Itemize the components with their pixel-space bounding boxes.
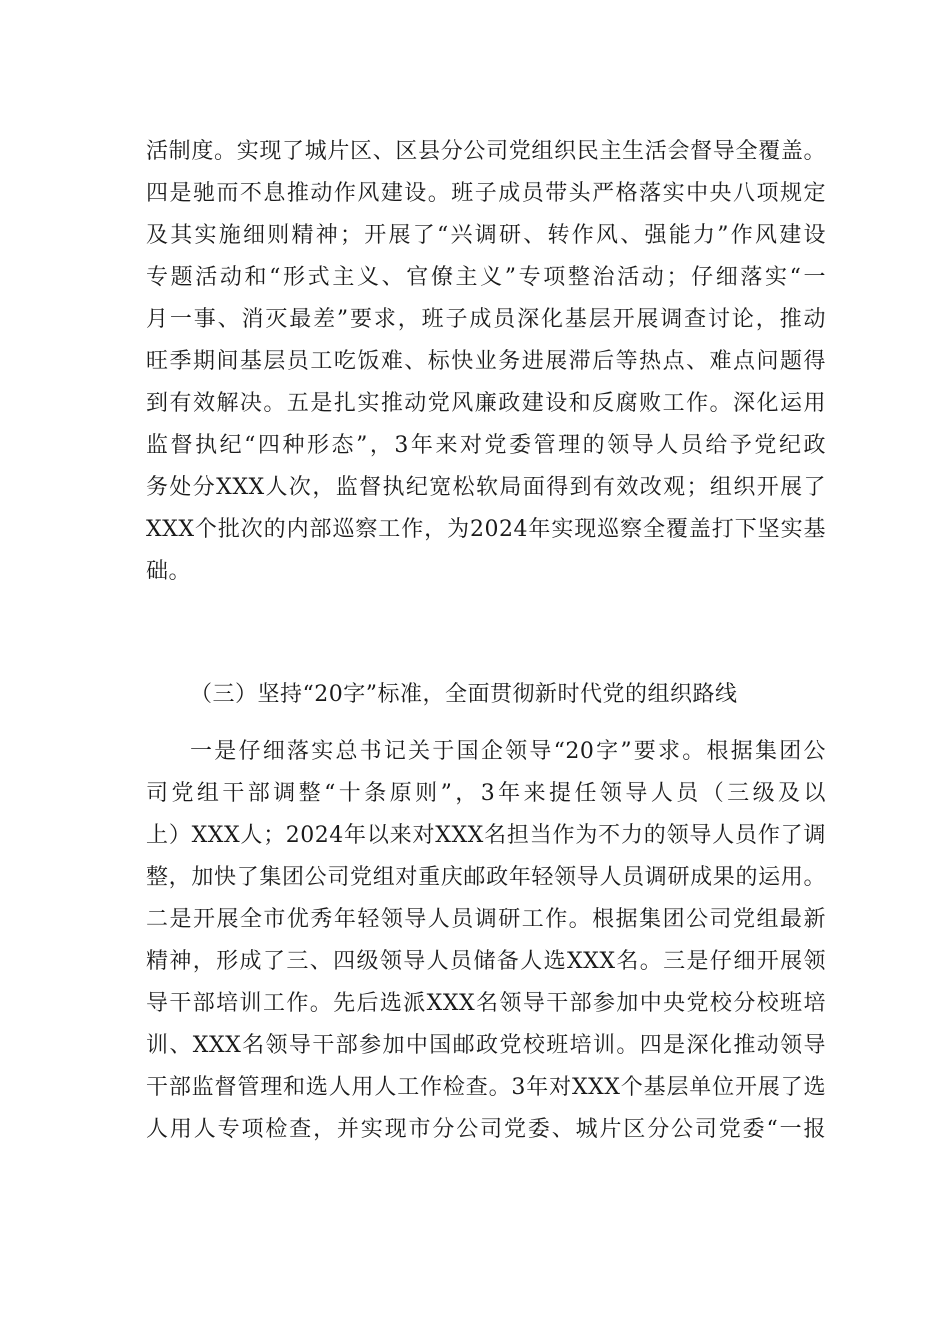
text-line: 础。 <box>146 559 192 584</box>
text-line: 上）XXX人；2024年以来对XXX名担当作为不力的领导人员作了调 <box>146 823 826 848</box>
text-line: 干部监督管理和选人用人工作检查。3年对XXX个基层单位开展了选 <box>146 1075 826 1100</box>
text-line: 人用人专项检查，并实现市分公司党委、城片区分公司党委“一报 <box>146 1117 826 1142</box>
text-line: 四是驰而不息推动作风建设。班子成员带头严格落实中央八项规定 <box>146 181 826 206</box>
paragraph-organization-line <box>146 731 826 1151</box>
text-line: 司党组干部调整“十条原则”，3年来提任领导人员（三级及以 <box>146 781 826 806</box>
text-line: 训、XXX名领导干部参加中国邮政党校班培训。四是深化推动领导 <box>146 1033 826 1058</box>
section-heading-text: （三）坚持“20字”标准，全面贯彻新时代党的组织路线 <box>190 682 738 707</box>
text-line: 导干部培训工作。先后选派XXX名领导干部参加中央党校分校班培 <box>146 991 826 1016</box>
text-line: XXX个批次的内部巡察工作，为2024年实现巡察全覆盖打下坚实基 <box>146 517 826 542</box>
text-line: 及其实施细则精神；开展了“兴调研、转作风、强能力”作风建设 <box>146 223 826 248</box>
text-line: 到有效解决。五是扎实推动党风廉政建设和反腐败工作。深化运用 <box>146 391 826 416</box>
section-heading <box>146 674 826 716</box>
text-line: 月一事、消灭最差”要求，班子成员深化基层开展调查讨论，推动 <box>146 307 826 332</box>
text-line: 旺季期间基层员工吃饭难、标快业务进展滞后等热点、难点问题得 <box>146 349 826 374</box>
text-line: 一是仔细落实总书记关于国企领导“20字”要求。根据集团公 <box>190 739 826 764</box>
paragraph-discipline-work <box>146 131 826 593</box>
text-line: 二是开展全市优秀年轻领导人员调研工作。根据集团公司党组最新 <box>146 907 826 932</box>
text-line: 监督执纪“四种形态”，3年来对党委管理的领导人员给予党纪政 <box>146 433 826 458</box>
text-line: 活制度。实现了城片区、区县分公司党组织民主生活会督导全覆盖。 <box>146 139 826 164</box>
text-line: 务处分XXX人次，监督执纪宽松软局面得到有效改观；组织开展了 <box>146 475 826 500</box>
text-line: 整，加快了集团公司党组对重庆邮政年轻领导人员调研成果的运用。 <box>146 865 826 890</box>
text-line: 专题活动和“形式主义、官僚主义”专项整治活动；仔细落实“一 <box>146 265 826 290</box>
text-line: 精神，形成了三、四级领导人员储备人选XXX名。三是仔细开展领 <box>146 949 826 974</box>
